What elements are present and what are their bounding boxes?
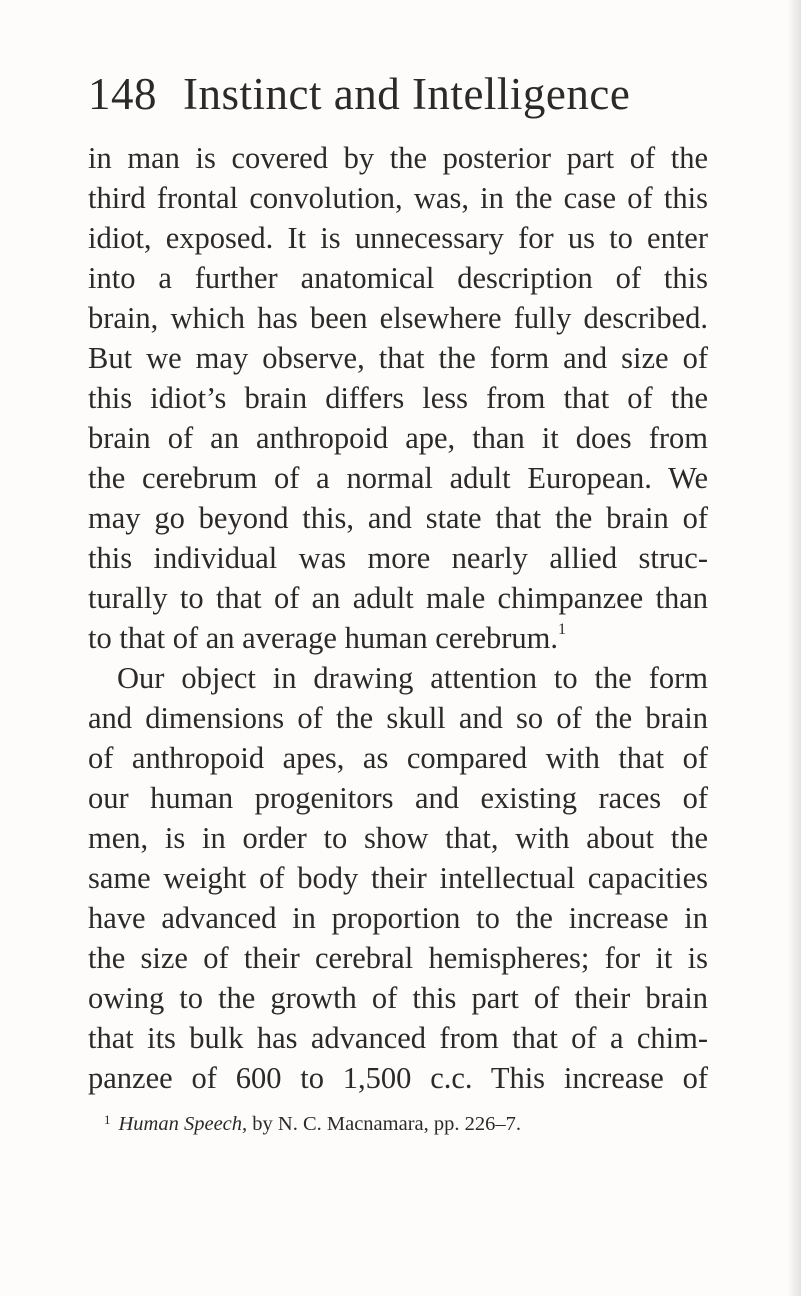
text-line: this individual was more nearly allied struc- (88, 541, 708, 575)
page-number: 148 (88, 69, 157, 119)
text-line: third frontal convolution, was, in the case of this (88, 181, 708, 215)
footnote-mark: 1 (104, 1112, 111, 1127)
text-line: Our object in drawing attention to the form (117, 661, 708, 695)
footnote-reference: 1 (558, 621, 566, 638)
text-line: men, is in order to show that, with about the (88, 821, 708, 855)
text-line: turally to that of an adult male chimpanzee than (88, 581, 708, 615)
text-line: and dimensions of the skull and so of the brain (88, 701, 708, 735)
footnote-text: by N. C. Macnamara, pp. 226–7. (247, 1113, 522, 1135)
text-line: in man is covered by the posterior part of the (88, 141, 708, 175)
text-line: brain, which has been elsewhere fully described. (88, 301, 708, 335)
footnote-title: Human Speech, (118, 1113, 248, 1135)
text-line: this idiot’s brain differs less from that of the (88, 381, 708, 415)
text-line: But we may observe, that the form and size of (88, 341, 708, 375)
page-edge-shadow (787, 0, 801, 1296)
text-line-paragraph-end (88, 623, 708, 654)
text-line: that its bulk has advanced from that of a chim- (88, 1021, 708, 1055)
text-line: our human progenitors and existing races of (88, 781, 708, 815)
text-line: panzee of 600 to 1,500 c.c. This increase of (88, 1061, 708, 1095)
running-title: Instinct and Intelligence (183, 69, 631, 119)
text-line: may go beyond this, and state that the brain of (88, 501, 708, 535)
text-line: idiot, exposed. It is unnecessary for us to enter (88, 221, 708, 255)
footnote (104, 1113, 521, 1135)
text-line: into a further anatomical description of this (88, 261, 708, 295)
text-line: the cerebrum of a normal adult European. We (88, 461, 708, 495)
text-line: brain of an anthropoid ape, than it does from (88, 421, 708, 455)
text-line: to that of an average human cerebrum. (88, 621, 558, 655)
text-line: the size of their cerebral hemispheres; for it is (88, 941, 708, 975)
text-line: of anthropoid apes, as compared with that of (88, 741, 708, 775)
text-line: owing to the growth of this part of their brain (88, 981, 708, 1015)
text-line: same weight of body their intellectual capacities (88, 861, 708, 895)
text-line: have advanced in proportion to the increase in (88, 901, 708, 935)
